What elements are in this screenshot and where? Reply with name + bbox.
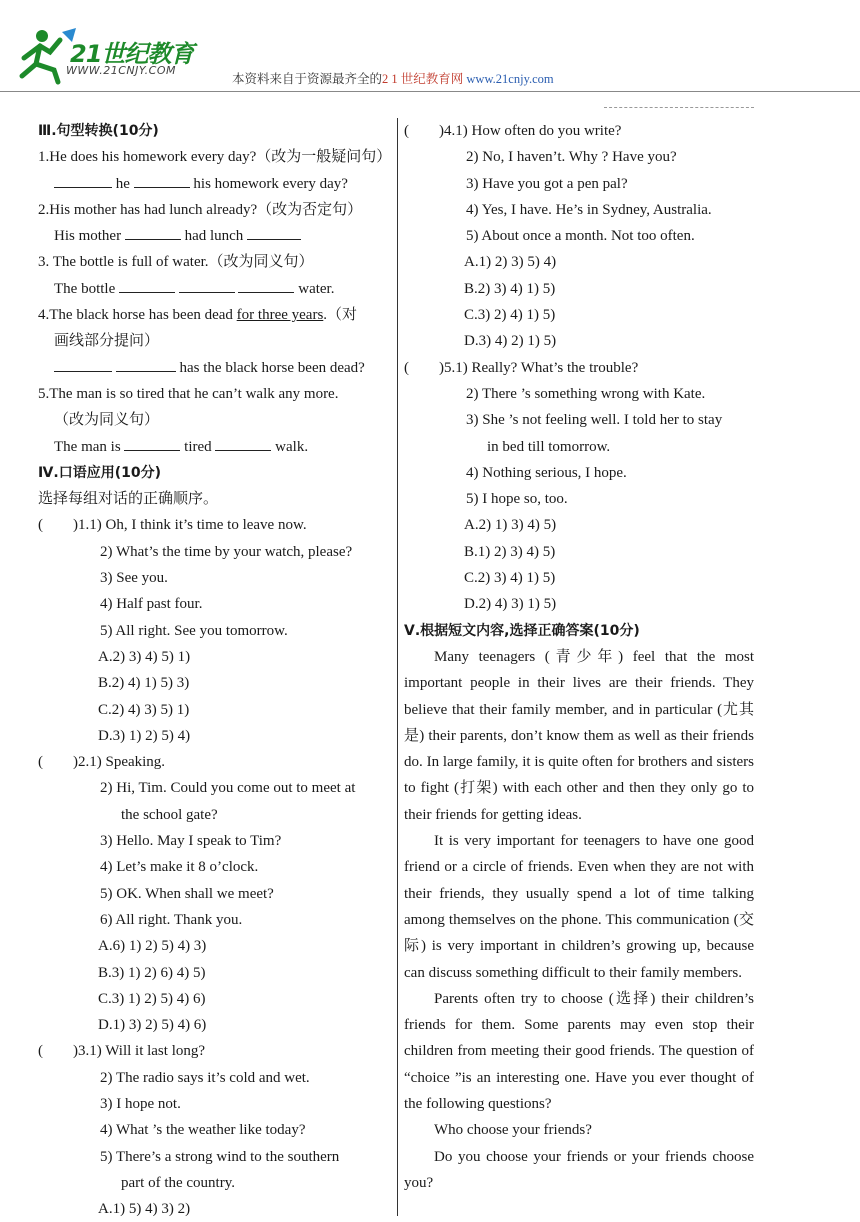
dialog-2-option[interactable]: D.1) 3) 2) 5) 4) 6): [98, 1017, 207, 1034]
q4-pre: 4.The black horse has been dead: [38, 307, 237, 324]
q3-end: water.: [298, 280, 335, 297]
answer-blank[interactable]: [134, 173, 190, 188]
answer-blank[interactable]: [119, 278, 175, 293]
logo-text: 21世纪教育: [70, 40, 194, 68]
passage-paragraph-3: Parents often try to choose (选择) their children’s friends for them. Some parents may even stop their children from meeting their good friends. The question of “choice ”is an interesting one. Have you ever thought of the following questions?: [404, 990, 754, 1112]
q4-underlined: for three years: [236, 307, 324, 324]
logo-url: WWW.21CNJY.COM: [66, 64, 177, 77]
dialog-3-line: part of the country.: [121, 1174, 235, 1191]
answer-blank[interactable]: [125, 225, 181, 240]
dialog-2-line: ( )2.1) Speaking.: [38, 754, 166, 771]
q1-answer: [38, 171, 390, 197]
dialog-2-line: 3) Hello. May I speak to Tim?: [100, 833, 282, 850]
q2-text: 2.His mother has had lunch already?（改为否定句）: [38, 201, 363, 218]
section-4-instruction: 选择每组对话的正确顺序。: [38, 491, 219, 508]
header-site-link[interactable]: 2 1 世纪教育网: [382, 72, 464, 86]
answer-blank[interactable]: [124, 436, 180, 451]
section-5-title: Ⅴ.根据短文内容,选择正确答案(10分): [404, 622, 640, 639]
q3-answer: [38, 276, 390, 302]
page-header: [0, 0, 860, 92]
passage-paragraph-2: It is very important for teenagers to have one good friend or a circle of friends. Even when they are not with their friends, they usually spend a lot of time talking among themselves on the phone. This communication (交际) is very important in children’s growing up, because can discuss something difficult to their family members.: [404, 833, 754, 981]
dialog-4-option[interactable]: C.3) 2) 4) 1) 5): [464, 307, 556, 324]
dialog-3-line: ( )3.1) Will it last long?: [38, 1043, 206, 1060]
right-column: [404, 118, 754, 1196]
dialog-5-option[interactable]: B.1) 2) 3) 4) 5): [464, 543, 556, 560]
header-note-text: 本资料来自于资源最齐全的: [232, 72, 383, 86]
dialog-4-line: 5) About once a month. Not too often.: [466, 228, 695, 245]
dialog-2-line: 2) Hi, Tim. Could you come out to meet at: [100, 780, 356, 797]
left-column: [38, 118, 390, 1222]
dialog-5-line: 4) Nothing serious, I hope.: [466, 464, 627, 481]
dialog-1-line: ( )1.1) Oh, I think it’s time to leave now.: [38, 517, 307, 534]
dialog-2-line: 6) All right. Thank you.: [100, 911, 243, 928]
dialog-5-line: ( )5.1) Really? What’s the trouble?: [404, 359, 639, 376]
dialog-1-option[interactable]: C.2) 4) 3) 5) 1): [98, 701, 190, 718]
header-divider: [0, 91, 860, 92]
q4-answer: [38, 355, 390, 381]
q3-text: 3. The bottle is full of water.（改为同义句）: [38, 254, 314, 271]
dialog-3-line: 4) What ’s the weather like today?: [100, 1122, 306, 1139]
q4-text: [38, 302, 390, 328]
dialog-2-option[interactable]: A.6) 1) 2) 5) 4) 3): [98, 938, 207, 955]
dialog-5-line: 3) She ’s not feeling well. I told her to stay: [466, 412, 723, 429]
q2-answer: [38, 223, 390, 249]
q1-rest: his homework every day?: [193, 175, 348, 192]
q5-text: 5.The man is so tired that he can’t walk any more.: [38, 385, 339, 402]
dialog-4-line: ( )4.1) How often do you write?: [404, 123, 622, 139]
dialog-2-option[interactable]: B.3) 1) 2) 6) 4) 5): [98, 964, 206, 981]
q5-text-2: （改为同义句）: [54, 412, 160, 429]
header-note: [232, 69, 554, 87]
dialog-3-line: 5) There’s a strong wind to the southern: [100, 1148, 340, 1165]
q5-start: The man is: [54, 438, 121, 455]
dialog-1-option[interactable]: B.2) 4) 1) 5) 3): [98, 675, 190, 692]
answer-blank[interactable]: [116, 357, 176, 372]
dialog-5-option[interactable]: C.2) 3) 4) 1) 5): [464, 570, 556, 587]
q3-start: The bottle: [54, 280, 116, 297]
dialog-3-option[interactable]: A.1) 5) 4) 3) 2): [98, 1201, 191, 1218]
section-4-title: Ⅳ.口语应用(10分): [38, 464, 161, 481]
dialog-5-option[interactable]: A.2) 1) 3) 4) 5): [464, 517, 557, 534]
dialog-4-option[interactable]: A.1) 2) 3) 5) 4): [464, 254, 557, 271]
q4-post: .（对: [323, 307, 358, 324]
dialog-1-line: 3) See you.: [100, 570, 168, 587]
q5-end: walk.: [275, 438, 309, 455]
answer-blank[interactable]: [54, 173, 112, 188]
answer-blank[interactable]: [179, 278, 235, 293]
q2-word: had lunch: [184, 228, 244, 245]
header-url-link[interactable]: www.21cnjy.com: [466, 72, 554, 86]
passage-paragraph-4: Who choose your friends?: [434, 1122, 592, 1139]
q4-text-2: 画线部分提问）: [54, 333, 160, 350]
dialog-2-option[interactable]: C.3) 1) 2) 5) 4) 6): [98, 990, 206, 1007]
dialog-2-line: 4) Let’s make it 8 o’clock.: [100, 859, 259, 876]
q1-text: 1.He does his homework every day?（改为一般疑问句）: [38, 149, 392, 166]
top-dashed-line: [604, 107, 754, 108]
passage-paragraph-1: Many teenagers (青少年) feel that the most important people in their lives are their friends. They believe that their family member, and in particular (尤其是) their parents, don’t know them as well as their friends do. In large family, it is quite often for brothers and sisters to fight (打架) with each other and then they only go to their friends for getting ideas.: [404, 648, 754, 823]
dialog-4-line: 4) Yes, I have. He’s in Sydney, Australia.: [466, 201, 712, 218]
q1-word: he: [115, 175, 130, 192]
dialog-2-line: the school gate?: [121, 806, 218, 823]
q5-word: tired: [184, 438, 212, 455]
dialog-1-line: 2) What’s the time by your watch, please?: [100, 543, 353, 560]
dialog-4-option[interactable]: B.2) 3) 4) 1) 5): [464, 280, 556, 297]
q5-answer: [38, 434, 390, 460]
dialog-1-option[interactable]: A.2) 3) 4) 5) 1): [98, 648, 191, 665]
dialog-1-line: 4) Half past four.: [100, 596, 203, 613]
dialog-4-line: 3) Have you got a pen pal?: [466, 175, 628, 192]
dialog-3-line: 2) The radio says it’s cold and wet.: [100, 1069, 310, 1086]
dialog-1-option[interactable]: D.3) 1) 2) 5) 4): [98, 727, 191, 744]
dialog-4-line: 2) No, I haven’t. Why ? Have you?: [466, 149, 677, 166]
passage-paragraph-5: Do you choose your friends or your friends choose you?: [404, 1148, 754, 1191]
answer-blank[interactable]: [54, 357, 112, 372]
answer-blank[interactable]: [247, 225, 301, 240]
dialog-4-option[interactable]: D.3) 4) 2) 1) 5): [464, 333, 557, 350]
answer-blank[interactable]: [215, 436, 271, 451]
dialog-1-line: 5) All right. See you tomorrow.: [100, 622, 288, 639]
dialog-2-line: 5) OK. When shall we meet?: [100, 885, 274, 902]
q4-rest: has the black horse been dead?: [179, 359, 365, 376]
dialog-5-option[interactable]: D.2) 4) 3) 1) 5): [464, 596, 557, 613]
column-divider: [397, 118, 398, 1216]
dialog-5-line: 5) I hope so, too.: [466, 491, 568, 508]
section-3-title: Ⅲ.句型转换(10分): [38, 123, 159, 139]
q2-start: His mother: [54, 228, 122, 245]
dialog-5-line: 2) There ’s something wrong with Kate.: [466, 385, 706, 402]
answer-blank[interactable]: [238, 278, 294, 293]
dialog-3-line: 3) I hope not.: [100, 1095, 181, 1112]
dialog-5-line: in bed till tomorrow.: [487, 438, 611, 455]
